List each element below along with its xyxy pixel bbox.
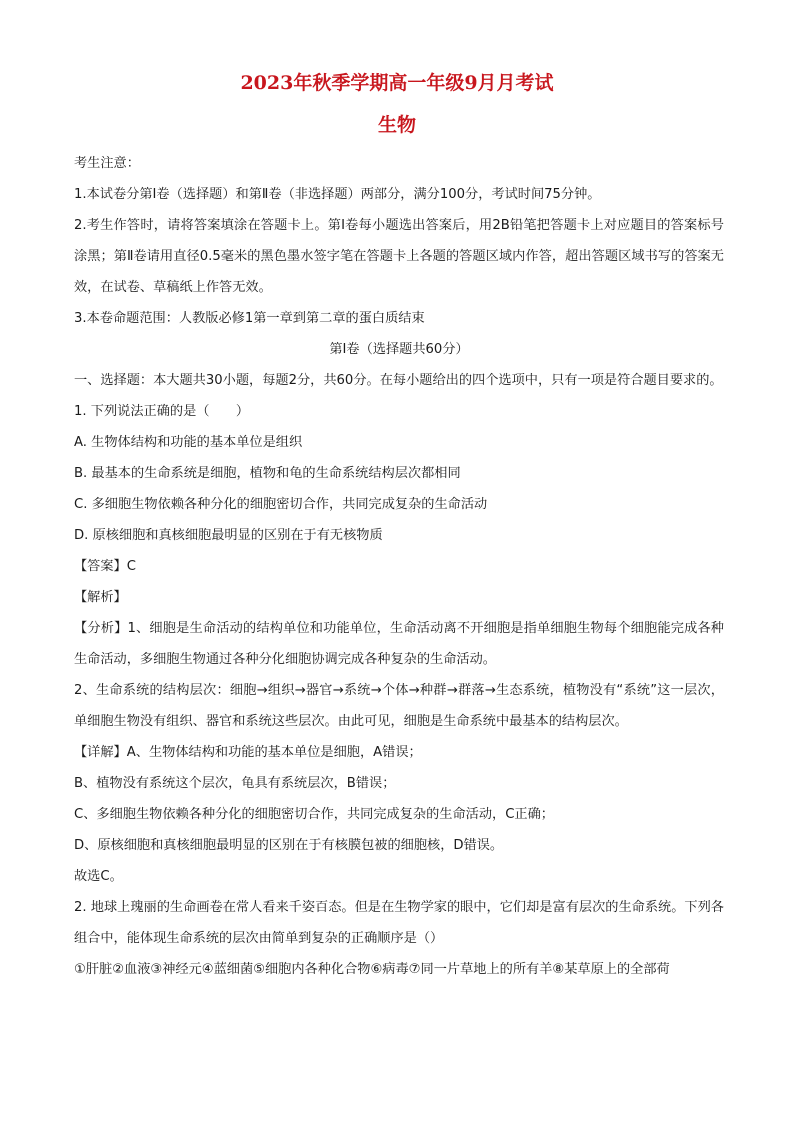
question-1-conclusion: 故选C。 — [74, 869, 123, 884]
question-1-analysis-2: 2、生命系统的结构层次：细胞→组织→器官→系统→个体→种群→群落→生态系统，植物没有“系统”这一层次，单细胞生物没有组织、器官和系统这些层次。由此可见，细胞是生命系统中最基本的结构层次。 — [74, 683, 724, 729]
question-1-answer: 【答案】C — [74, 559, 136, 574]
question-1-analysis-label: 【解析】 — [74, 590, 127, 605]
question-1-detail-a: 【详解】A、生物体结构和功能的基本单位是细胞，A错误； — [74, 745, 422, 760]
notice-item-3: 3.本卷命题范围：人教版必修1第一章到第二章的蛋白质结束 — [74, 311, 425, 326]
question-1-option-d: D. 原核细胞和真核细胞最明显的区别在于有无核物质 — [74, 528, 383, 543]
subject-title: 生物 — [377, 114, 416, 136]
question-1-detail-b: B、植物没有系统这个层次，龟具有系统层次，B错误； — [74, 776, 396, 791]
notice-heading: 考生注意： — [74, 156, 140, 171]
notice-item-1: 1.本试卷分第Ⅰ卷（选择题）和第Ⅱ卷（非选择题）两部分，满分100分，考试时间75分钟。 — [74, 187, 601, 202]
question-1-detail-c: C、多细胞生物依赖各种分化的细胞密切合作，共同完成复杂的生命活动，C正确； — [74, 807, 554, 822]
question-1-option-c: C. 多细胞生物依赖各种分化的细胞密切合作，共同完成复杂的生命活动 — [74, 497, 488, 512]
exam-body — [74, 148, 724, 985]
exam-title: 2023年秋季学期高一年级9月月考试 — [240, 72, 554, 94]
notice-item-2: 2.考生作答时，请将答案填涂在答题卡上。第Ⅰ卷每小题选出答案后，用2B铅笔把答题卡上对应题目的答案标号涂黑；第Ⅱ卷请用直径0.5毫米的黑色墨水签字笔在答题卡上各题的答题区域内作答，超出答题区域书写的答案无效，在试卷、草稿纸上作答无效。 — [74, 218, 724, 295]
question-2-stem: 2. 地球上瑰丽的生命画卷在常人看来千姿百态。但是在生物学家的眼中，它们却是富有层次的生命系统。下列各组合中，能体现生命系统的层次由简单到复杂的正确顺序是（） — [74, 900, 724, 946]
question-1-analysis-1: 【分析】1、细胞是生命活动的结构单位和功能单位，生命活动离不开细胞是指单细胞生物每个细胞能完成各种生命活动，多细胞生物通过各种分化细胞协调完成各种复杂的生命活动。 — [74, 621, 724, 667]
section-instruction: 一、选择题：本大题共30小题，每题2分，共60分。在每小题给出的四个选项中，只有一项是符合题目要求的。 — [74, 373, 723, 388]
section-heading: 第Ⅰ卷（选择题共60分） — [329, 342, 469, 357]
question-2-items: ①肝脏②血液③神经元④蓝细菌⑤细胞内各种化合物⑥病毒⑦同一片草地上的所有羊⑧某草原上的全部荷 — [74, 962, 670, 977]
question-1-detail-d: D、原核细胞和真核细胞最明显的区别在于有核膜包被的细胞核，D错误。 — [74, 838, 504, 853]
question-1-option-a: A. 生物体结构和功能的基本单位是组织 — [74, 435, 303, 450]
question-1-stem: 1. 下列说法正确的是（ ） — [74, 404, 250, 419]
question-1-option-b: B. 最基本的生命系统是细胞，植物和龟的生命系统结构层次都相同 — [74, 466, 461, 481]
